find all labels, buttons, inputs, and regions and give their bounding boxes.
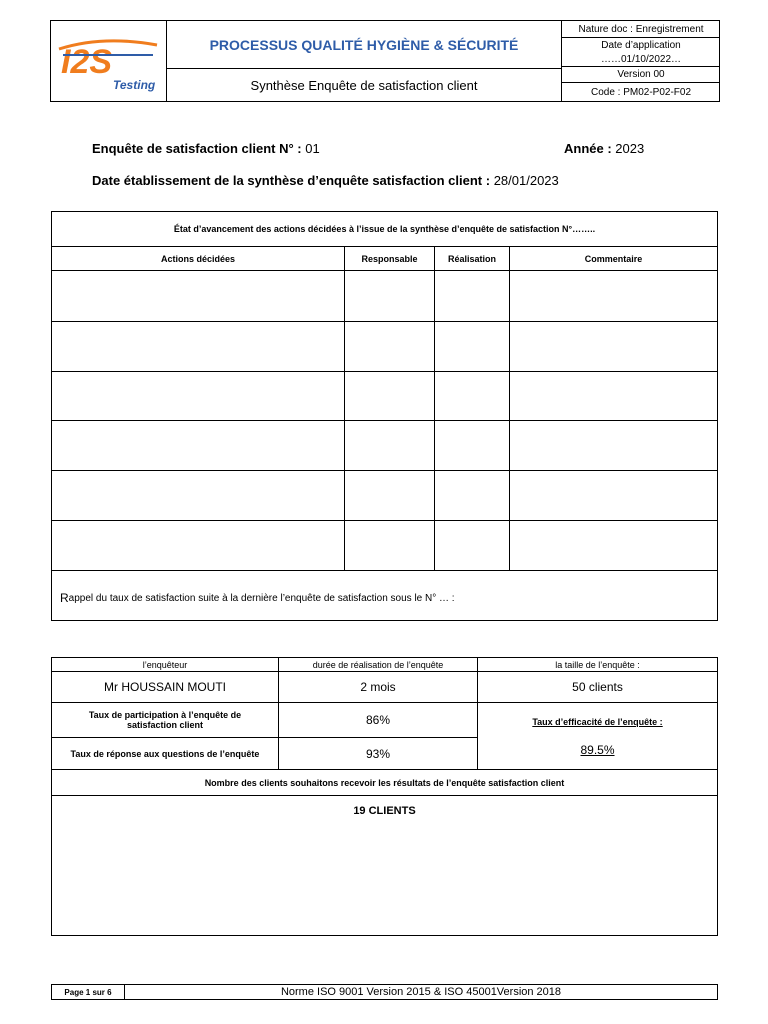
meta-nature: Nature doc : Enregistrement <box>562 21 720 38</box>
table-cell <box>52 421 345 470</box>
header-size: la taille de l’enquête : <box>478 658 717 672</box>
table-cell <box>435 372 510 420</box>
table-cell <box>345 521 435 570</box>
actions-table-title: État d’avancement des actions décidées à l’issue de la synthèse d’enquête de satisfaction N°…….. <box>52 212 717 247</box>
satisfaction-reminder-initial: R <box>60 591 69 605</box>
table-row <box>52 372 717 421</box>
synthesis-date-line <box>92 173 559 188</box>
synthesis-date-value: 28/01/2023 <box>493 173 559 188</box>
table-row <box>52 521 717 571</box>
table-cell <box>435 471 510 520</box>
efficiency-value: 89.5% <box>580 743 615 757</box>
satisfaction-reminder <box>60 588 710 608</box>
table-cell <box>52 372 345 420</box>
table-cell <box>52 271 345 321</box>
table-cell <box>345 372 435 420</box>
norm-reference: Norme ISO 9001 Version 2015 & ISO 45001Version 2018 <box>280 986 562 998</box>
table-cell <box>52 471 345 520</box>
table-cell <box>435 322 510 371</box>
surveyor-value: Mr HOUSSAIN MOUTI <box>52 672 279 703</box>
meta-code: Code : PM02-P02-F02 <box>590 86 692 98</box>
survey-table <box>51 657 718 936</box>
table-cell <box>345 322 435 371</box>
actions-table <box>51 211 718 621</box>
logo-mark: I2S <box>61 43 113 81</box>
table-cell <box>345 421 435 470</box>
synthesis-date-label: Date établissement de la synthèse d’enquête satisfaction client : <box>92 173 491 188</box>
year-line <box>564 141 644 156</box>
survey-number-value: 01 <box>305 141 320 156</box>
col-header-realisation: Réalisation <box>435 247 510 271</box>
header-duration: durée de réalisation de l’enquête <box>279 658 478 672</box>
size-value: 50 clients <box>478 672 717 703</box>
table-row <box>52 471 717 521</box>
col-header-actions: Actions décidées <box>52 247 345 271</box>
table-row <box>52 322 717 372</box>
table-row <box>52 421 717 471</box>
col-header-responsable: Responsable <box>345 247 435 271</box>
survey-number-line <box>92 141 320 156</box>
company-logo <box>53 27 165 97</box>
table-cell <box>345 471 435 520</box>
page-footer <box>51 984 718 1000</box>
year-label: Année : <box>564 141 612 156</box>
table-cell <box>435 271 510 321</box>
table-cell <box>52 521 345 570</box>
participation-value: 86% <box>279 703 478 738</box>
response-label: Taux de réponse aux questions de l’enquête <box>52 738 279 770</box>
table-cell <box>345 271 435 321</box>
meta-version: Version 00 <box>562 67 720 83</box>
table-cell <box>435 421 510 470</box>
logo-cell <box>51 21 167 101</box>
logo-sub: Testing <box>113 78 156 92</box>
efficiency-label: Taux d’efficacité de l’enquête : <box>532 717 663 727</box>
header-surveyor: l’enquêteur <box>52 658 279 672</box>
survey-number-label: Enquête de satisfaction client N° : <box>92 141 302 156</box>
meta-date-value: ……01/10/2022… <box>562 53 720 67</box>
table-row <box>52 271 717 322</box>
satisfaction-reminder-text: appel du taux de satisfaction suite à la dernière l’enquête de satisfaction sous le N° … : <box>68 592 455 604</box>
year-value: 2023 <box>615 141 645 156</box>
col-header-commentaire: Commentaire <box>510 247 717 271</box>
actions-rows <box>52 271 717 571</box>
page-number: Page 1 sur 6 <box>52 985 125 999</box>
table-cell <box>52 322 345 371</box>
efficiency-cell <box>478 703 717 770</box>
meta-date-label: Date d’application <box>601 40 681 51</box>
clients-label: Nombre des clients souhaitons recevoir les résultats de l’enquête satisfaction client <box>52 770 717 796</box>
page-subtitle: Synthèse Enquête de satisfaction client <box>250 77 478 93</box>
participation-label: Taux de participation à l’enquête de satisfaction client <box>52 703 279 738</box>
document-meta <box>561 21 719 101</box>
document-header <box>50 20 720 102</box>
table-cell <box>435 521 510 570</box>
duration-value: 2 mois <box>279 672 478 703</box>
clients-value: 19 CLIENTS <box>353 805 416 817</box>
page-title: PROCESSUS QUALITÉ HYGIÈNE & SÉCURITÉ <box>167 21 561 69</box>
response-value: 93% <box>279 738 478 770</box>
